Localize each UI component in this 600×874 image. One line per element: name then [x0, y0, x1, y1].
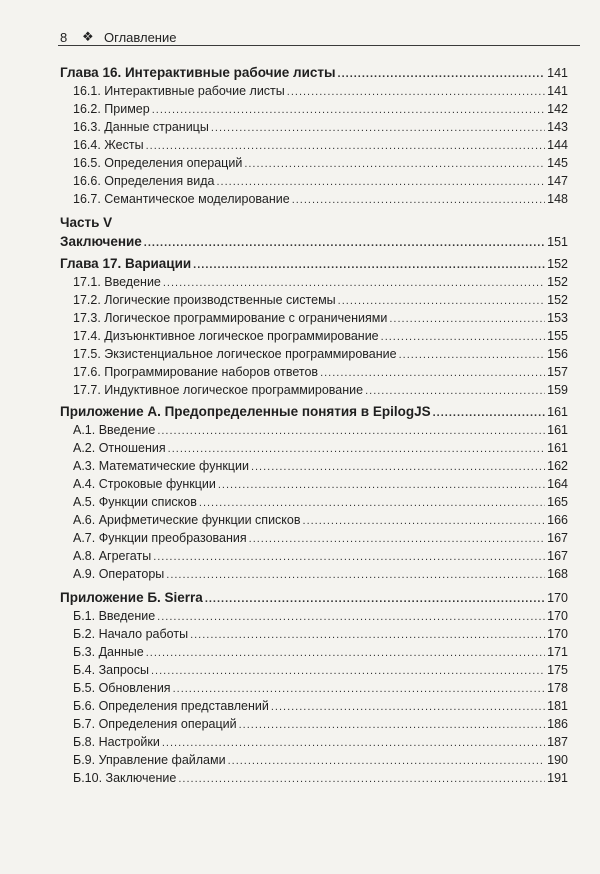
section-page-number: 187 [547, 735, 568, 749]
header-divider [58, 45, 580, 46]
section-page-number: 141 [547, 84, 568, 98]
dot-leader [168, 440, 545, 458]
toc-section-entry[interactable] [60, 190, 568, 208]
section-page-number: 170 [547, 627, 568, 641]
section-title: 16.6. Определения вида [73, 174, 215, 188]
dot-leader [249, 530, 546, 548]
dot-leader [251, 458, 545, 476]
running-title: Оглавление [104, 30, 177, 45]
toc-section-entry[interactable] [60, 439, 568, 457]
dot-leader [218, 476, 545, 494]
page-number: 8 [60, 30, 68, 45]
section-title: Б.3. Данные [73, 645, 144, 659]
section-page-number: 167 [547, 549, 568, 563]
toc-chapter-entry[interactable] [60, 588, 568, 607]
dot-leader [166, 566, 545, 584]
dot-leader [157, 422, 545, 440]
dot-leader [239, 716, 546, 734]
toc-section-entry[interactable] [60, 769, 568, 787]
section-page-number: 168 [547, 567, 568, 581]
section-title: А.5. Функции списков [73, 495, 197, 509]
dot-leader [144, 234, 545, 253]
chapter-page-number: 141 [547, 66, 568, 80]
section-page-number: 181 [547, 699, 568, 713]
dot-leader [244, 155, 545, 173]
section-page-number: 170 [547, 609, 568, 623]
dot-leader [338, 65, 546, 84]
section-page-number: 191 [547, 771, 568, 785]
section-page-number: 142 [547, 102, 568, 116]
toc-section-entry[interactable] [60, 565, 568, 583]
section-title: А.3. Математические функции [73, 459, 249, 473]
dot-leader [173, 680, 546, 698]
chapter-title: Глава 16. Интерактивные рабочие листы [60, 65, 336, 80]
toc-group [60, 254, 568, 399]
dot-leader [389, 310, 545, 328]
dot-leader [381, 328, 546, 346]
section-title: А.7. Функции преобразования [73, 531, 247, 545]
dot-leader [338, 292, 545, 310]
toc-section-entry[interactable] [60, 529, 568, 547]
dot-leader [157, 608, 545, 626]
chapter-page-number: 161 [547, 405, 568, 419]
section-title: 17.6. Программирование наборов ответов [73, 365, 319, 379]
dot-leader [146, 137, 546, 155]
toc-chapter-entry[interactable] [60, 254, 568, 273]
dot-leader [433, 404, 546, 423]
chapter-title: Заключение [60, 234, 142, 249]
section-page-number: 147 [547, 174, 568, 188]
toc-section-entry[interactable] [60, 154, 568, 172]
toc-section-entry[interactable] [60, 661, 568, 679]
section-title: Б.10. Заключение [73, 771, 177, 785]
dot-leader [303, 512, 546, 530]
dot-leader [162, 734, 545, 752]
section-title: Б.1. Введение [73, 609, 156, 623]
chapter-title: Глава 17. Вариации [60, 256, 192, 271]
section-page-number: 157 [547, 365, 568, 379]
dot-leader [153, 548, 545, 566]
dot-leader [205, 590, 545, 609]
dot-leader [271, 698, 545, 716]
toc-chapter-entry[interactable] [60, 63, 568, 82]
section-page-number: 178 [547, 681, 568, 695]
section-title: 17.1. Введение [73, 275, 161, 289]
chapter-page-number: 151 [547, 235, 568, 249]
section-title: 17.3. Логическое программирование с ограничениями [73, 311, 388, 325]
chapter-page-number: 170 [547, 591, 568, 605]
dot-leader [151, 662, 545, 680]
dot-leader [178, 770, 545, 788]
chapter-title: Приложение Б. Sierra [60, 590, 203, 605]
section-title: Б.5. Обновления [73, 681, 171, 695]
toc-section-entry[interactable] [60, 457, 568, 475]
section-title: А.4. Строковые функции [73, 477, 216, 491]
toc-section-entry[interactable] [60, 625, 568, 643]
table-of-contents [60, 63, 568, 787]
toc-chapter-entry[interactable] [60, 402, 568, 421]
dot-leader [146, 644, 545, 662]
toc-section-entry[interactable] [60, 751, 568, 769]
section-title: 16.2. Пример [73, 102, 150, 116]
toc-section-entry[interactable] [60, 511, 568, 529]
toc-section-entry[interactable] [60, 345, 568, 363]
toc-section-entry[interactable] [60, 607, 568, 625]
section-page-number: 145 [547, 156, 568, 170]
section-page-number: 171 [547, 645, 568, 659]
part-heading: Часть V [60, 215, 113, 230]
toc-section-entry[interactable] [60, 547, 568, 565]
section-title: 16.4. Жесты [73, 138, 144, 152]
section-page-number: 167 [547, 531, 568, 545]
section-page-number: 161 [547, 441, 568, 455]
toc-section-entry[interactable] [60, 421, 568, 439]
dot-leader [199, 494, 545, 512]
toc-section-entry[interactable] [60, 291, 568, 309]
section-title: Б.7. Определения операций [73, 717, 237, 731]
section-page-number: 159 [547, 383, 568, 397]
section-page-number: 148 [547, 192, 568, 206]
dot-leader [320, 364, 545, 382]
section-title: 16.7. Семантическое моделирование [73, 192, 290, 206]
dot-leader [216, 173, 545, 191]
toc-section-entry[interactable] [60, 136, 568, 154]
section-title: Б.8. Настройки [73, 735, 160, 749]
dot-leader [211, 119, 545, 137]
section-page-number: 190 [547, 753, 568, 767]
section-page-number: 152 [547, 293, 568, 307]
toc-section-entry[interactable] [60, 679, 568, 697]
toc-section-entry[interactable] [60, 82, 568, 100]
section-page-number: 164 [547, 477, 568, 491]
toc-group [60, 402, 568, 583]
section-page-number: 175 [547, 663, 568, 677]
section-page-number: 153 [547, 311, 568, 325]
dot-leader [190, 626, 545, 644]
toc-section-entry[interactable] [60, 172, 568, 190]
ornament-icon: ❖ [82, 29, 94, 44]
toc-section-entry[interactable] [60, 273, 568, 291]
section-title: 16.5. Определения операций [73, 156, 243, 170]
section-title: Б.4. Запросы [73, 663, 149, 677]
section-title: 17.2. Логические производственные системы [73, 293, 336, 307]
section-page-number: 144 [547, 138, 568, 152]
toc-section-entry[interactable] [60, 363, 568, 381]
section-page-number: 165 [547, 495, 568, 509]
section-page-number: 186 [547, 717, 568, 731]
section-title: 17.7. Индуктивное логическое программирование [73, 383, 364, 397]
toc-section-entry[interactable] [60, 493, 568, 511]
section-title: А.2. Отношения [73, 441, 166, 455]
section-page-number: 143 [547, 120, 568, 134]
section-title: 17.4. Дизъюнктивное логическое программирование [73, 329, 379, 343]
chapter-page-number: 152 [547, 257, 568, 271]
toc-group [60, 588, 568, 787]
dot-leader [152, 101, 545, 119]
section-title: 16.3. Данные страницы [73, 120, 209, 134]
toc-section-entry[interactable] [60, 381, 568, 399]
section-title: Б.9. Управление файлами [73, 753, 226, 767]
section-title: А.9. Операторы [73, 567, 165, 581]
section-page-number: 166 [547, 513, 568, 527]
section-page-number: 161 [547, 423, 568, 437]
section-title: Б.6. Определения представлений [73, 699, 269, 713]
toc-section-entry[interactable] [60, 100, 568, 118]
chapter-title: Приложение А. Предопределенные понятия в EpilogJS [60, 404, 431, 419]
toc-section-entry[interactable] [60, 697, 568, 715]
toc-section-entry[interactable] [60, 309, 568, 327]
toc-section-entry[interactable] [60, 327, 568, 345]
dot-leader [228, 752, 546, 770]
section-page-number: 162 [547, 459, 568, 473]
dot-leader [163, 274, 545, 292]
toc-section-entry[interactable] [60, 715, 568, 733]
toc-group [60, 63, 568, 208]
section-title: Б.2. Начало работы [73, 627, 189, 641]
dot-leader [365, 382, 545, 400]
toc-section-entry[interactable] [60, 643, 568, 661]
dot-leader [287, 83, 545, 101]
dot-leader [193, 256, 545, 275]
toc-section-entry[interactable] [60, 118, 568, 136]
section-title: 17.5. Экзистенциальное логическое программирование [73, 347, 397, 361]
section-page-number: 155 [547, 329, 568, 343]
section-title: А.1. Введение [73, 423, 156, 437]
toc-section-entry[interactable] [60, 733, 568, 751]
toc-chapter-entry[interactable] [60, 232, 568, 251]
section-title: А.8. Агрегаты [73, 549, 152, 563]
section-page-number: 156 [547, 347, 568, 361]
dot-leader [399, 346, 546, 364]
toc-section-entry[interactable] [60, 475, 568, 493]
section-page-number: 152 [547, 275, 568, 289]
section-title: А.6. Арифметические функции списков [73, 513, 301, 527]
dot-leader [292, 191, 545, 209]
section-title: 16.1. Интерактивные рабочие листы [73, 84, 285, 98]
toc-group [60, 213, 568, 251]
